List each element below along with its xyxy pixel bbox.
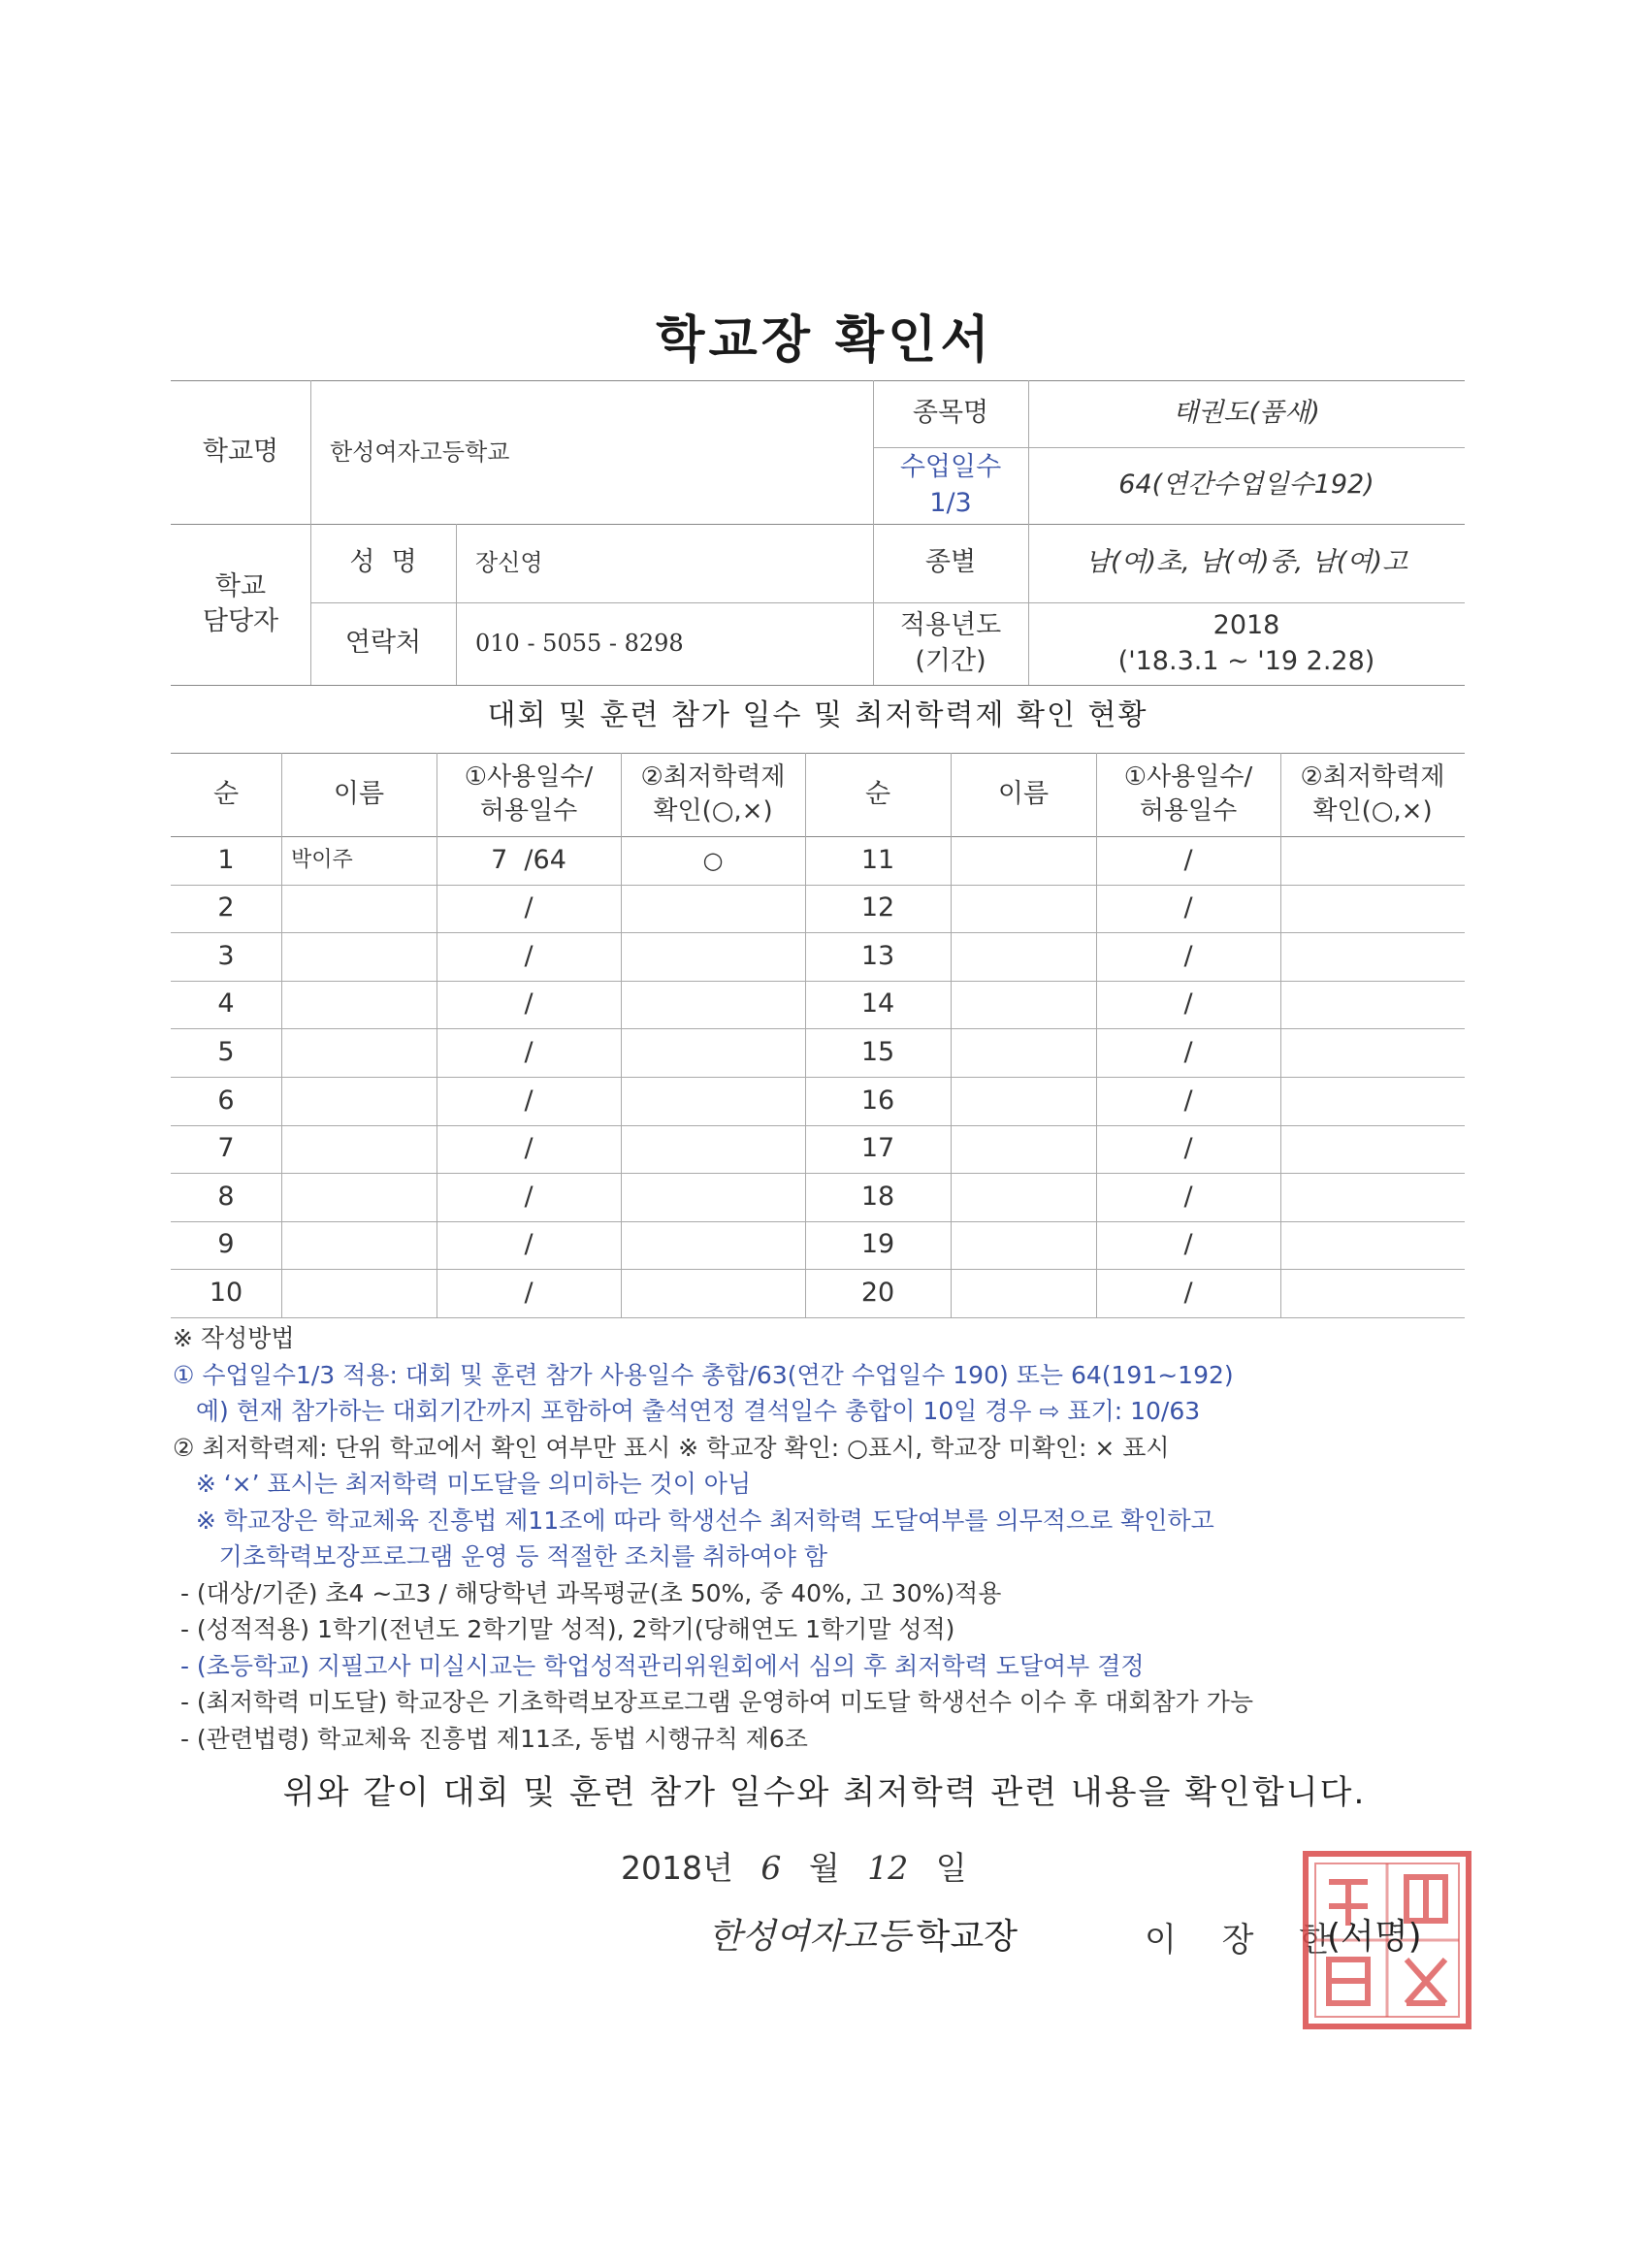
signer-name: 이 장 한 [1145, 1921, 1349, 1960]
instruction-line: 기초학력보장프로그램 운영 등 적절한 조치를 취하여야 함 [173, 1542, 827, 1571]
table-col-rule [281, 753, 282, 1317]
row-check [621, 1221, 805, 1270]
instruction-line: 예) 현재 참가하는 대회기간까지 포함하여 출석연정 결석일수 총합이 10일 경우 ⇨ 표기: 10/63 [173, 1397, 1201, 1425]
header-check [1280, 753, 1465, 836]
row-name [291, 932, 436, 981]
instruction-line: - (초등학교) 지필고사 미실시교는 학업성적관리위원회에서 심의 후 최저학력 도달여부 결정 [173, 1651, 1145, 1680]
contact-value: 010 - 5055 - 8298 [475, 630, 684, 658]
manager-label-line1: 학교 [214, 570, 267, 601]
year-label [873, 602, 1028, 685]
row-name [960, 836, 1096, 885]
header-days-line1: ①사용일수/ [464, 761, 594, 792]
page-title: 학교장 확인서 [656, 311, 993, 370]
row-name: 박이주 [291, 847, 353, 872]
row-name [291, 1125, 436, 1174]
row-days: / [1183, 892, 1193, 923]
row-no: 11 [860, 844, 895, 875]
gender-value: 남(여)초, 남(여)중, 남(여)고 [1084, 547, 1408, 578]
school-days-value: 64(연간수업일수192) [1118, 470, 1374, 501]
row-days: / [1183, 1133, 1193, 1164]
section-title: 대회 및 훈련 참가 일수 및 최저학력제 확인 현황 [487, 698, 1148, 732]
header-check-line2: 확인(○,×) [1312, 796, 1433, 826]
header-days-line2: 허용일수 [1139, 796, 1238, 826]
date-day: 12 [867, 1849, 909, 1887]
row-days: / [524, 988, 534, 1020]
instruction-line: - (최저학력 미도달) 학교장은 기초학력보장프로그램 운영하여 미도달 학생선수 이수 후 대회참가 가능 [173, 1688, 1254, 1716]
header-check-line2: 확인(○,×) [653, 796, 773, 826]
row-check [621, 932, 805, 981]
row-name [960, 1221, 1096, 1270]
row-check [1280, 1077, 1465, 1125]
row-days: / [524, 1229, 534, 1260]
sport-label: 종목명 [912, 398, 989, 429]
contact-label: 연락처 [344, 628, 422, 659]
row-name [960, 1173, 1096, 1221]
row-no: 2 [217, 892, 235, 923]
row-name [960, 1269, 1096, 1317]
row-no: 15 [860, 1036, 895, 1067]
row-days: / [524, 1085, 534, 1116]
row-check [1280, 1269, 1465, 1317]
gender-label: 종별 [924, 547, 977, 578]
row-name [291, 981, 436, 1029]
school-days-label-line2: 1/3 [929, 487, 972, 518]
row-no: 17 [860, 1133, 895, 1164]
row-days: / [524, 1277, 534, 1308]
row-no: 14 [860, 988, 895, 1020]
row-check [621, 885, 805, 933]
row-name [291, 1077, 436, 1125]
header-days [436, 753, 621, 836]
row-check [1280, 836, 1465, 885]
header-col-rule [456, 524, 457, 685]
row-check [621, 1077, 805, 1125]
instruction-line: - (성적적용) 1학기(전년도 2학기말 성적), 2학기(당해연도 1학기말 성적) [173, 1615, 955, 1643]
date-year: 2018년 [621, 1849, 733, 1887]
year-value [1028, 602, 1465, 685]
row-check [1280, 1173, 1465, 1221]
row-check [621, 1125, 805, 1174]
row-no: 19 [860, 1229, 895, 1260]
instruction-line: - (관련법령) 학교체육 진흥법 제11조, 동법 시행규칙 제6조 [173, 1724, 808, 1753]
header-name: 이름 [333, 778, 385, 809]
year-label-line2: (기간) [915, 645, 986, 676]
school-days-label-line1: 수업일수 [899, 452, 1002, 483]
row-days: / [1183, 1277, 1193, 1308]
row-no: 12 [860, 892, 895, 923]
row-no: 9 [217, 1229, 235, 1260]
row-no: 5 [217, 1036, 235, 1067]
year-value-line1: 2018 [1212, 610, 1280, 641]
signer-title: 학교장 [916, 1917, 1018, 1957]
row-check [1280, 932, 1465, 981]
school-label: 학교명 [202, 436, 279, 467]
row-name [291, 1269, 436, 1317]
name-label: 성 명 [349, 547, 417, 578]
school-days-label [873, 447, 1028, 524]
header-rule [171, 685, 1465, 686]
row-no: 20 [860, 1277, 895, 1308]
row-days: / [524, 892, 534, 923]
table-col-rule [951, 753, 952, 1317]
signature-label: (서명) [1327, 1917, 1422, 1957]
header-days-line1: ①사용일수/ [1123, 761, 1253, 792]
row-days: / [1183, 844, 1193, 875]
manager-label [171, 524, 310, 685]
manager-label-line2: 담당자 [202, 606, 279, 636]
instruction-line: ① 수업일수1/3 적용: 대회 및 훈련 참가 사용일수 총합/63(연간 수업일수 190) 또는 64(191~192) [173, 1360, 1234, 1389]
header-check-line1: ②최저학력제 [1300, 761, 1445, 792]
row-no: 16 [860, 1085, 895, 1116]
row-days: / [524, 1181, 534, 1212]
row-check [621, 1269, 805, 1317]
row-check [1280, 1125, 1465, 1174]
row-no: 6 [217, 1085, 235, 1116]
year-label-line1: 적용년도 [899, 610, 1002, 641]
row-no: 18 [860, 1181, 895, 1212]
header-check [621, 753, 805, 836]
instruction-line: ※ 작성방법 [173, 1324, 295, 1352]
row-no: 8 [217, 1181, 235, 1212]
school-value: 한성여자고등학교 [330, 437, 510, 466]
row-no: 1 [217, 844, 235, 875]
header-name: 이름 [997, 778, 1050, 809]
sign-date [621, 1843, 967, 1889]
instruction-line: - (대상/기준) 초4 ~고3 / 해당학년 과목평균(초 50%, 중 40%, 고 30%)적용 [173, 1578, 1002, 1607]
name-value: 장신영 [475, 549, 543, 577]
row-check [1280, 1221, 1465, 1270]
row-name [960, 932, 1096, 981]
row-no: 4 [217, 988, 235, 1020]
row-days: / [1183, 1085, 1193, 1116]
row-name [291, 1221, 436, 1270]
row-check [1280, 885, 1465, 933]
header-days [1096, 753, 1280, 836]
row-days: / [524, 1133, 534, 1164]
row-check [1280, 981, 1465, 1029]
row-days: 7 /64 [491, 844, 566, 875]
row-name [291, 1028, 436, 1077]
row-days: / [1183, 1036, 1193, 1067]
header-check-line1: ②최저학력제 [640, 761, 786, 792]
row-no: 7 [217, 1133, 235, 1164]
row-name [291, 885, 436, 933]
signer-line [708, 1909, 1018, 1959]
instruction-line: ② 최저학력제: 단위 학교에서 확인 여부만 표시 ※ 학교장 확인: ○표시, 학교장 미확인: × 표시 [173, 1433, 1170, 1462]
row-no: 13 [860, 940, 895, 971]
year-value-line2: ('18.3.1 ~ '19 2.28) [1117, 645, 1375, 676]
row-check [1280, 1028, 1465, 1077]
row-days: / [524, 1036, 534, 1067]
header-no: 순 [864, 778, 891, 809]
date-month: 6 [760, 1849, 782, 1887]
row-days: / [1183, 940, 1193, 971]
row-no: 3 [217, 940, 235, 971]
row-name [960, 981, 1096, 1029]
row-check [621, 981, 805, 1029]
row-days: / [1183, 1229, 1193, 1260]
row-days: / [1183, 1181, 1193, 1212]
row-name [960, 885, 1096, 933]
row-name [291, 1173, 436, 1221]
row-days: / [1183, 988, 1193, 1020]
row-check [621, 1173, 805, 1221]
instruction-line: ※ ‘×’ 표시는 최저학력 미도달을 의미하는 것이 아님 [173, 1470, 752, 1498]
row-name [960, 1077, 1096, 1125]
header-no: 순 [212, 778, 240, 809]
row-check: ○ [702, 846, 724, 874]
row-no: 10 [209, 1277, 243, 1308]
row-days: / [524, 940, 534, 971]
date-month-label: 월 [808, 1849, 840, 1887]
signer-school: 한성여자고등 [708, 1917, 911, 1957]
table-rule [171, 1317, 1465, 1318]
row-check [621, 1028, 805, 1077]
instruction-line: ※ 학교장은 학교체육 진흥법 제11조에 따라 학생선수 최저학력 도달여부를 의무적으로 확인하고 [173, 1506, 1214, 1535]
row-name [960, 1028, 1096, 1077]
header-days-line2: 허용일수 [479, 796, 578, 826]
row-name [960, 1125, 1096, 1174]
confirmation-statement: 위와 같이 대회 및 훈련 참가 일수와 최저학력 관련 내용을 확인합니다. [282, 1773, 1367, 1812]
sport-value: 태권도(품새) [1173, 398, 1320, 429]
date-day-label: 일 [935, 1849, 967, 1887]
